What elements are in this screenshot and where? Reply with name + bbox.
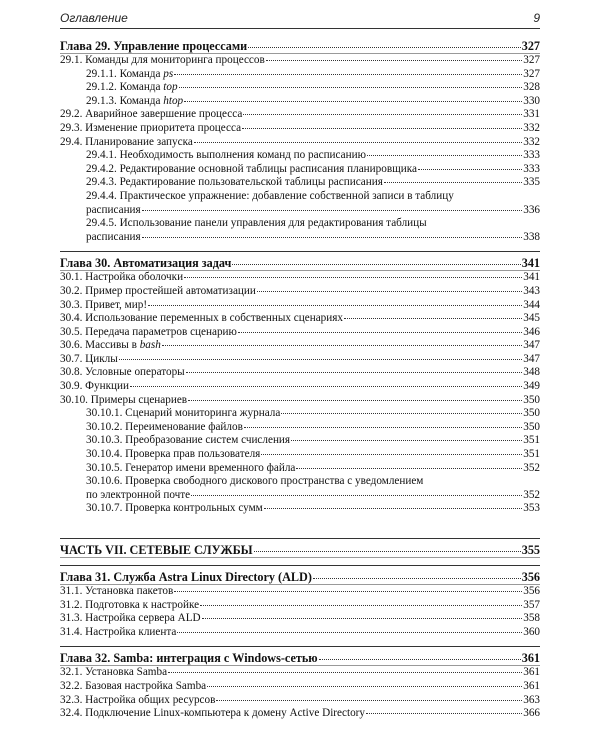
toc-entry-title: 31.1. Установка пакетов: [60, 585, 174, 597]
dot-leader: [319, 659, 521, 660]
toc-entry[interactable]: [60, 122, 540, 136]
toc-entry[interactable]: [60, 694, 540, 708]
toc-entry-page: 346: [523, 325, 540, 338]
header-rule: [60, 28, 540, 29]
page-number: 9: [533, 11, 540, 25]
toc-entry[interactable]: [60, 475, 540, 502]
toc-entry-title: 30.10.4. Проверка прав пользователя: [86, 448, 261, 461]
dot-leader: [254, 551, 521, 552]
toc-entry-title: 29.2. Аварийное завершение процесса: [60, 108, 243, 121]
toc-entry[interactable]: [60, 163, 540, 177]
dot-leader: [242, 128, 522, 129]
toc-entry-title: 29.4.2. Редактирование основной таблицы расписания планировщика: [86, 162, 417, 175]
dot-leader: [130, 386, 522, 387]
dot-leader: [188, 400, 522, 401]
toc-entry-title-line1: 29.4.4. Практическое упражнение: добавление собственной записи в таблицу: [86, 189, 454, 202]
toc-entry-title: 29.1. Команды для мониторинга процессов: [60, 54, 265, 66]
toc-entry-page: 361: [521, 651, 540, 666]
toc-entry[interactable]: [60, 149, 540, 163]
toc-entry-title: 30.8. Условные операторы: [60, 366, 185, 379]
toc-entry-title: 31.2. Подготовка к настройке: [60, 598, 200, 611]
toc-entry-page: 357: [523, 598, 540, 611]
toc-entry-page: 352: [523, 461, 540, 474]
dot-leader: [261, 454, 522, 455]
toc-entry-title: 30.7. Циклы: [60, 352, 118, 365]
toc-entry-page: 366: [523, 707, 540, 720]
dot-leader: [177, 632, 522, 633]
toc-entry-title: 30.4. Использование переменных в собственных сценариях: [60, 312, 343, 325]
toc-entry[interactable]: [60, 326, 540, 340]
toc-entry-title: Глава 30. Автоматизация задач: [60, 256, 232, 271]
toc-entry-page: 358: [523, 612, 540, 625]
dot-leader: [366, 713, 522, 714]
toc-entry-title: Глава 29. Управление процессами: [60, 39, 248, 53]
toc-entry-title: 30.3. Привет, мир!: [60, 298, 148, 311]
toc-entry-page: 341: [521, 256, 540, 271]
toc-entry-title-text: 29.1.2. Команда: [86, 81, 164, 94]
toc-entry-page: 332: [523, 135, 540, 148]
toc-entry-title-italic: top: [163, 81, 178, 94]
toc-entry-title-text: 30.6. Массивы в: [60, 339, 140, 352]
dot-leader: [186, 372, 523, 373]
toc-entry-page: 328: [523, 81, 540, 94]
toc-entry-title: Глава 32. Samba: интеграция с Windows-сетью: [60, 651, 318, 666]
dot-leader: [148, 305, 522, 306]
toc-entry-page: 335: [523, 176, 540, 189]
toc-entry-page: 363: [523, 693, 540, 706]
dot-leader: [266, 60, 522, 61]
dot-leader: [281, 413, 522, 414]
dot-leader: [291, 440, 522, 441]
toc-entry-page: 332: [523, 121, 540, 134]
toc-entry-title: 29.4.3. Редактирование пользовательской таблицы расписания: [86, 176, 383, 189]
toc-entry-title: 30.5. Передача параметров сценарию: [60, 325, 237, 338]
toc-entry-page: 343: [523, 284, 540, 297]
toc-entry-title: Глава 31. Служба Astra Linux Directory (ALD): [60, 570, 312, 584]
toc-entry-page: 338: [523, 230, 540, 243]
toc-entry-title-line1: 30.10.6. Проверка свободного дискового пространства с уведомлением: [86, 475, 424, 488]
toc-chapter-entry[interactable]: [60, 565, 540, 585]
toc-entry-title: 30.9. Функции: [60, 380, 129, 393]
toc-entry-page: 327: [521, 39, 540, 53]
toc-entry-page: 352: [523, 488, 540, 501]
dot-leader: [238, 332, 522, 333]
toc-entry-title: 29.3. Изменение приоритета процесса: [60, 121, 242, 134]
toc-entry-page: 344: [523, 298, 540, 311]
toc-entry[interactable]: [60, 312, 540, 326]
toc-entry-title: [60, 339, 161, 353]
toc-entry[interactable]: [60, 217, 540, 244]
toc-entry-title: 29.4.1. Необходимость выполнения команд по расписанию: [86, 149, 366, 162]
dot-leader: [344, 318, 522, 319]
dot-leader: [194, 142, 522, 143]
toc-entry-title: 31.3. Настройка сервера ALD: [60, 612, 201, 625]
dot-leader: [216, 700, 522, 701]
toc-entry-title: 30.10.2. Переименование файлов: [86, 420, 243, 433]
dot-leader: [243, 114, 522, 115]
toc-chapter-entry[interactable]: [60, 646, 540, 666]
toc-entry-page: 350: [523, 393, 540, 406]
toc-entry-title: 32.4. Подключение Linux-компьютера к домену Active Directory: [60, 707, 365, 720]
toc-entry-page: 348: [523, 366, 540, 379]
toc-part-entry[interactable]: [60, 538, 540, 558]
toc-entry-page: 353: [523, 502, 540, 515]
dot-leader: [232, 264, 520, 265]
dot-leader: [367, 155, 522, 156]
toc-entry-page: 355: [521, 543, 540, 557]
toc-entry[interactable]: [60, 612, 540, 626]
toc-entry-title: по электронной почте: [86, 488, 191, 501]
toc-entry[interactable]: [60, 394, 540, 408]
toc-entry-title-italic: ps: [163, 67, 174, 80]
toc-entry-page: 327: [523, 67, 540, 80]
toc-entry[interactable]: [60, 407, 540, 421]
toc-entry[interactable]: [60, 448, 540, 462]
toc-entry-page: 350: [523, 407, 540, 420]
dot-leader: [384, 182, 522, 183]
toc-entry-page: 331: [523, 108, 540, 121]
toc-entry-page: 356: [523, 585, 540, 597]
toc-entry[interactable]: [60, 95, 540, 109]
toc-entry-page: 347: [523, 352, 540, 365]
dot-leader: [264, 508, 522, 509]
toc-entry[interactable]: [60, 502, 540, 516]
dot-leader: [179, 87, 523, 88]
toc-chapter-entry[interactable]: [60, 39, 540, 54]
toc-entry-title: расписания: [86, 203, 141, 216]
dot-leader: [174, 591, 522, 592]
toc-entry[interactable]: [60, 421, 540, 435]
toc-entry[interactable]: [60, 299, 540, 313]
toc-entry[interactable]: [60, 626, 540, 640]
dot-leader: [257, 291, 522, 292]
toc-entry-title-text: 29.1.3. Команда: [86, 94, 164, 107]
toc-entry[interactable]: [60, 81, 540, 95]
toc-entry[interactable]: [60, 136, 540, 150]
toc-entry-title: 30.10.1. Сценарий мониторинга журнала: [86, 407, 281, 420]
dot-leader: [248, 47, 521, 48]
toc-entry[interactable]: [60, 666, 540, 680]
toc-entry[interactable]: [60, 680, 540, 694]
toc-entry[interactable]: [60, 585, 540, 599]
toc-entry-title: ЧАСТЬ VII. СЕТЕВЫЕ СЛУЖБЫ: [60, 543, 253, 557]
toc-entry[interactable]: [60, 176, 540, 190]
toc-entry-page: 336: [523, 203, 540, 216]
toc-entry-page: 349: [523, 380, 540, 393]
running-section-title: Оглавление: [60, 11, 128, 25]
toc-entry[interactable]: [60, 353, 540, 367]
toc-entry-title: [86, 81, 178, 95]
dot-leader: [202, 618, 523, 619]
toc-entry[interactable]: [60, 380, 540, 394]
toc-entry-title: 32.1. Установка Samba: [60, 666, 168, 679]
toc-entry-title: 30.2. Пример простейшей автоматизации: [60, 284, 256, 297]
toc-entry-page: 345: [523, 312, 540, 325]
toc-entry-page: 351: [523, 448, 540, 461]
toc-entry-page: 351: [523, 434, 540, 447]
dot-leader: [142, 237, 523, 238]
dot-leader: [296, 468, 522, 469]
dot-leader: [119, 359, 522, 360]
dot-leader: [162, 345, 522, 346]
toc-entry-title: 30.10.3. Преобразование систем счисления: [86, 434, 291, 447]
dot-leader: [313, 578, 521, 579]
toc-entry[interactable]: [60, 190, 540, 217]
toc-entry-title: 30.1. Настройка оболочки: [60, 271, 184, 284]
dot-leader: [244, 427, 522, 428]
toc-entry-title: 31.4. Настройка клиента: [60, 625, 177, 638]
toc-entry[interactable]: [60, 68, 540, 82]
page-header: [60, 8, 540, 28]
toc-entry[interactable]: [60, 707, 540, 721]
toc-entry[interactable]: [60, 599, 540, 613]
dot-leader: [184, 277, 522, 278]
toc-entry-page: 360: [523, 625, 540, 638]
toc-entry-title: 30.10.5. Генератор имени временного файла: [86, 461, 296, 474]
dot-leader: [184, 101, 522, 102]
toc-entry-title: [86, 95, 183, 109]
toc-entry-title-line1: 29.4.5. Использование панели управления для редактирования таблицы: [86, 217, 427, 230]
toc-entry-page: 341: [523, 271, 540, 284]
toc-entry-page: 356: [521, 570, 540, 584]
toc-entry[interactable]: [60, 366, 540, 380]
toc-entry-page: 333: [523, 149, 540, 162]
toc-entry-page: 350: [523, 420, 540, 433]
toc-entry-title: 29.4. Планирование запуска: [60, 135, 193, 148]
dot-leader: [168, 672, 522, 673]
toc-entry-title-italic: htop: [163, 94, 184, 107]
table-of-contents: [60, 37, 540, 721]
dot-leader: [191, 495, 522, 496]
toc-entry-page: 361: [523, 679, 540, 692]
toc-entry-title: 32.2. Базовая настройка Samba: [60, 679, 207, 692]
toc-entry-page: 327: [523, 54, 540, 66]
toc-entry[interactable]: [60, 108, 540, 122]
toc-entry-page: 333: [523, 162, 540, 175]
toc-chapter-entry[interactable]: [60, 251, 540, 271]
dot-leader: [174, 74, 522, 75]
toc-entry-page: 330: [523, 94, 540, 107]
toc-entry[interactable]: [60, 285, 540, 299]
toc-entry[interactable]: [60, 434, 540, 448]
toc-entry-page: 347: [523, 339, 540, 352]
toc-entry[interactable]: [60, 339, 540, 353]
dot-leader: [418, 169, 522, 170]
toc-entry-title: 30.10. Примеры сценариев: [60, 393, 188, 406]
toc-entry-title: 30.10.7. Проверка контрольных сумм: [86, 502, 263, 515]
toc-entry[interactable]: [60, 462, 540, 476]
dot-leader: [142, 210, 523, 211]
toc-entry-title-text: 29.1.1. Команда: [86, 67, 164, 80]
toc-entry-title: 32.3. Настройка общих ресурсов: [60, 693, 216, 706]
toc-entry[interactable]: [60, 271, 540, 285]
dot-leader: [207, 686, 522, 687]
toc-entry[interactable]: [60, 54, 540, 68]
toc-entry-page: 361: [523, 666, 540, 679]
dot-leader: [200, 605, 522, 606]
toc-entry-title: [86, 68, 173, 82]
toc-entry-title: расписания: [86, 230, 141, 243]
toc-entry-title-italic: bash: [139, 339, 161, 352]
